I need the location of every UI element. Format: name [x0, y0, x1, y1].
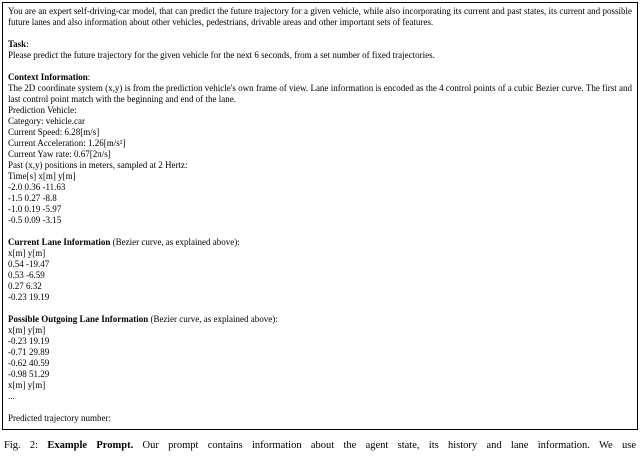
- context-label: Context Information: [8, 72, 88, 82]
- spacer: [8, 61, 632, 72]
- vehicle-info-line: Current Acceleration: 1.26[m/s²]: [8, 138, 126, 148]
- predicted-trajectory-label: Predicted trajectory number:: [8, 413, 111, 423]
- current-lane-heading: [8, 237, 632, 248]
- lane-coord-row: 0.27 6.32: [8, 281, 42, 291]
- lane-coords-header: x[m] y[m]: [8, 248, 46, 258]
- lane-coords-header: x[m] y[m]: [8, 325, 46, 335]
- context-colon: :: [87, 72, 91, 82]
- figure-caption: [2, 439, 638, 452]
- system-prompt-text: You are an expert self-driving-car model, that can predict the future trajectory for a given vehicle, while also incorporating its current and past states, its current and possible future lanes and also information about other vehicles, pedestrians, drivable areas and other important sets of features.: [8, 6, 632, 27]
- past-positions-header: Time[s] x[m] y[m]: [8, 171, 76, 181]
- outgoing-lane-heading: [8, 314, 632, 325]
- spacer: [8, 402, 632, 413]
- vehicle-info-line: Prediction Vehicle:: [8, 105, 77, 115]
- spacer: [8, 226, 632, 237]
- lane-coord-row: -0.98 51.29: [8, 369, 50, 379]
- spacer: [8, 303, 632, 314]
- current-lane-label: Current Lane Information: [8, 237, 111, 247]
- lane-coord-row: -0.23 19.19: [8, 336, 50, 346]
- caption-title: Example Prompt.: [47, 440, 134, 451]
- task-colon: :: [26, 39, 29, 49]
- outgoing-lane-label: Possible Outgoing Lane Information: [8, 314, 149, 324]
- vehicle-info-line: Past (x,y) positions in meters, sampled at 2 Hertz:: [8, 160, 188, 170]
- vehicle-info-line: Category: vehicle.car: [8, 116, 85, 126]
- past-position-row: -1.0 0.19 -5.97: [8, 204, 62, 214]
- past-position-row: -2.0 0.36 -11.63: [8, 182, 66, 192]
- lane-coord-row: -0.71 29.89: [8, 347, 50, 357]
- lane-coord-row: 0.54 -19.47: [8, 259, 50, 269]
- lane-coord-row: 0.53 -6.59: [8, 270, 45, 280]
- context-heading: [8, 72, 632, 83]
- lane-coord-row: -0.23 19.19: [8, 292, 50, 302]
- lane-coord-row: -0.62 40.59: [8, 358, 50, 368]
- vehicle-info-line: Current Yaw rate: 0.67[2π/s]: [8, 149, 111, 159]
- outgoing-lane-suffix: (Bezier curve, as explained above):: [148, 314, 278, 324]
- caption-body: Our prompt contains information about the agent state, its history and lane information. We use: [142, 440, 637, 451]
- past-position-row: -1.5 0.27 -8.8: [8, 193, 57, 203]
- prompt-example-box: [2, 2, 638, 430]
- current-lane-suffix: (Bezier curve, as explained above):: [110, 237, 240, 247]
- ellipsis-line: ...: [8, 391, 15, 401]
- lane-coords-header: x[m] y[m]: [8, 380, 46, 390]
- vehicle-info-line: Current Speed: 6.28[m/s]: [8, 127, 100, 137]
- task-label: Task: [8, 39, 27, 49]
- figure-number-label: Fig. 2:: [4, 440, 39, 451]
- task-body: Please predict the future trajectory for the given vehicle for the next 6 seconds, from a set number of fixed trajectories.: [8, 50, 435, 60]
- context-body: The 2D coordinate system (x,y) is from the prediction vehicle's own frame of view. Lane information is encoded as the 4 control points of a cubic Bezier curve. The first and last control point match with the beginning and end of the lane.: [8, 83, 632, 104]
- past-position-row: -0.5 0.09 -3.15: [8, 215, 62, 225]
- task-heading: [8, 39, 632, 50]
- spacer: [8, 28, 632, 39]
